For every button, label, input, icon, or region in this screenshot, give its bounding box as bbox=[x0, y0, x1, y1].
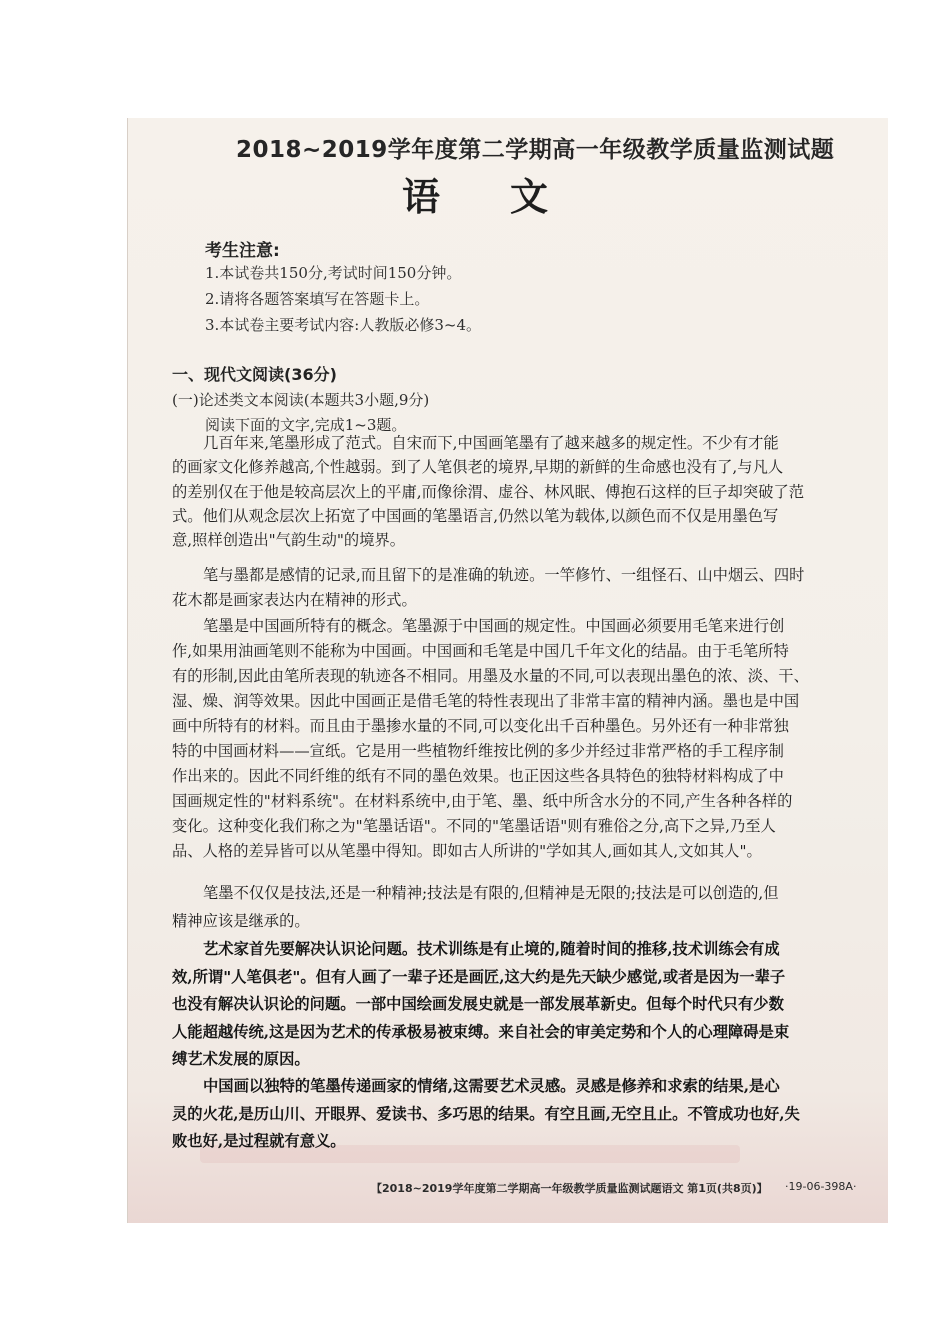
text-line: 特的中国画材料——宣纸。它是用一些植物纤维按比例的多少并经过非常严格的手工程序制 bbox=[172, 742, 784, 760]
exam-title: 2018~2019学年度第二学期高一年级教学质量监测试题 bbox=[236, 137, 835, 163]
instruction: 阅读下面的文字,完成1~3题。 bbox=[205, 416, 407, 434]
text-line: 式。他们从观念层次上拓宽了中国画的笔墨语言,仍然以笔为载体,以颜色而不仅是用墨色写 bbox=[172, 506, 779, 525]
text-line: 几百年来,笔墨形成了范式。自宋而下,中国画笔墨有了越来越多的规定性。不少有才能 bbox=[203, 434, 779, 452]
text-line: 艺术家首先要解决认识论问题。技术训练是有止境的,随着时间的推移,技术训练会有成 bbox=[203, 940, 780, 958]
passage-paragraph-3 bbox=[172, 614, 862, 864]
text-line: 国画规定性的"材料系统"。在材料系统中,由于笔、墨、纸中所含水分的不同,产生各种各样的 bbox=[172, 792, 793, 810]
text-line: 湿、燥、润等效果。因此中国画正是借毛笔的特性表现出了非常丰富的精神内涵。墨也是中国 bbox=[172, 692, 800, 710]
text-line: 画中所特有的材料。而且由于墨掺水量的不同,可以变化出千百种墨色。另外还有一种非常独 bbox=[172, 717, 789, 735]
text-line: 的画家文化修养越高,个性越弱。到了人笔俱老的境界,早期的新鲜的生命感也没有了,与凡人 bbox=[172, 458, 784, 477]
passage-paragraph-2 bbox=[172, 563, 862, 613]
text-line: 中国画以独特的笔墨传递画家的情绪,这需要艺术灵感。灵感是修养和求索的结果,是心 bbox=[203, 1077, 780, 1095]
subsection-title: (一)论述类文本阅读(本题共3小题,9分) bbox=[172, 391, 430, 409]
text-line: 效,所谓"人笔俱老"。但有人画了一辈子还是画匠,这大约是先天缺少感觉,或者是因为一辈子 bbox=[172, 967, 786, 986]
text-line: 作出来的。因此不同纤维的纸有不同的墨色效果。也正因这些各具特色的独特材料构成了中 bbox=[172, 767, 784, 785]
text-line: 也没有解决认识论的问题。一部中国绘画发展史就是一部发展革新史。但每个时代只有少数 bbox=[172, 995, 784, 1014]
text-line: 的差别仅在于他是较高层次上的平庸,而像徐渭、虚谷、林风眠、傅抱石这样的巨子却突破了范 bbox=[172, 482, 805, 501]
text-line: 变化。这种变化我们称之为"笔墨话语"。不同的"笔墨话语"则有雅俗之分,高下之异,乃至人 bbox=[172, 817, 776, 835]
text-line: 人能超越传统,这是因为艺术的传承极易被束缚。来自社会的审美定势和个人的心理障碍是束 bbox=[172, 1022, 790, 1041]
section-title: 一、现代文阅读(36分) bbox=[172, 365, 337, 384]
text-line: 败也好,是过程就有意义。 bbox=[172, 1132, 346, 1151]
text-line: 意,照样创造出"气韵生动"的境界。 bbox=[172, 531, 406, 550]
notice-item: 2.请将各题答案填写在答题卡上。 bbox=[205, 290, 430, 308]
paper-code: ·19-06-398A· bbox=[785, 1180, 857, 1193]
text-line: 笔墨是中国画所特有的概念。笔墨源于中国画的规定性。中国画必须要用毛笔来进行创 bbox=[203, 617, 785, 635]
text-line: 缚艺术发展的原因。 bbox=[172, 1050, 310, 1069]
passage-paragraph-6 bbox=[172, 1073, 862, 1156]
text-line: 有的形制,因此由笔所表现的轨迹各不相同。用墨及水量的不同,可以表现出墨色的浓、淡、干、 bbox=[172, 667, 809, 685]
text-line: 笔墨不仅仅是技法,还是一种精神;技法是有限的,但精神是无限的;技法是可以创造的,但 bbox=[203, 884, 779, 902]
text-line: 灵的火花,是历山川、开眼界、爱读书、多巧思的结果。有空且画,无空且止。不管成功也好,失 bbox=[172, 1104, 800, 1123]
text-line: 笔与墨都是感情的记录,而且留下的是准确的轨迹。一竿修竹、一组怪石、山中烟云、四时 bbox=[203, 566, 805, 584]
text-line: 精神应该是继承的。 bbox=[172, 911, 310, 930]
text-line: 品、人格的差异皆可以从笔墨中得知。即如古人所讲的"学如其人,画如其人,文如其人"。 bbox=[172, 842, 762, 860]
passage-paragraph-4 bbox=[172, 880, 862, 935]
notice-item: 3.本试卷主要考试内容:人教版必修3~4。 bbox=[205, 316, 482, 334]
page-footer: 【2018~2019学年度第二学期高一年级教学质量监测试题语文 第1页(共8页)】 bbox=[371, 1182, 768, 1195]
passage-paragraph-1 bbox=[172, 431, 862, 552]
passage-paragraph-5 bbox=[172, 936, 862, 1074]
text-line: 花木都是画家表达内在精神的形式。 bbox=[172, 591, 417, 609]
notice-item: 1.本试卷共150分,考试时间150分钟。 bbox=[205, 264, 462, 282]
notice-title: 考生注意: bbox=[205, 241, 280, 261]
subject-title: 语文 bbox=[401, 175, 618, 219]
text-line: 作,如果用油画笔则不能称为中国画。中国画和毛笔是中国几千年文化的结晶。由于毛笔所特 bbox=[172, 642, 789, 660]
